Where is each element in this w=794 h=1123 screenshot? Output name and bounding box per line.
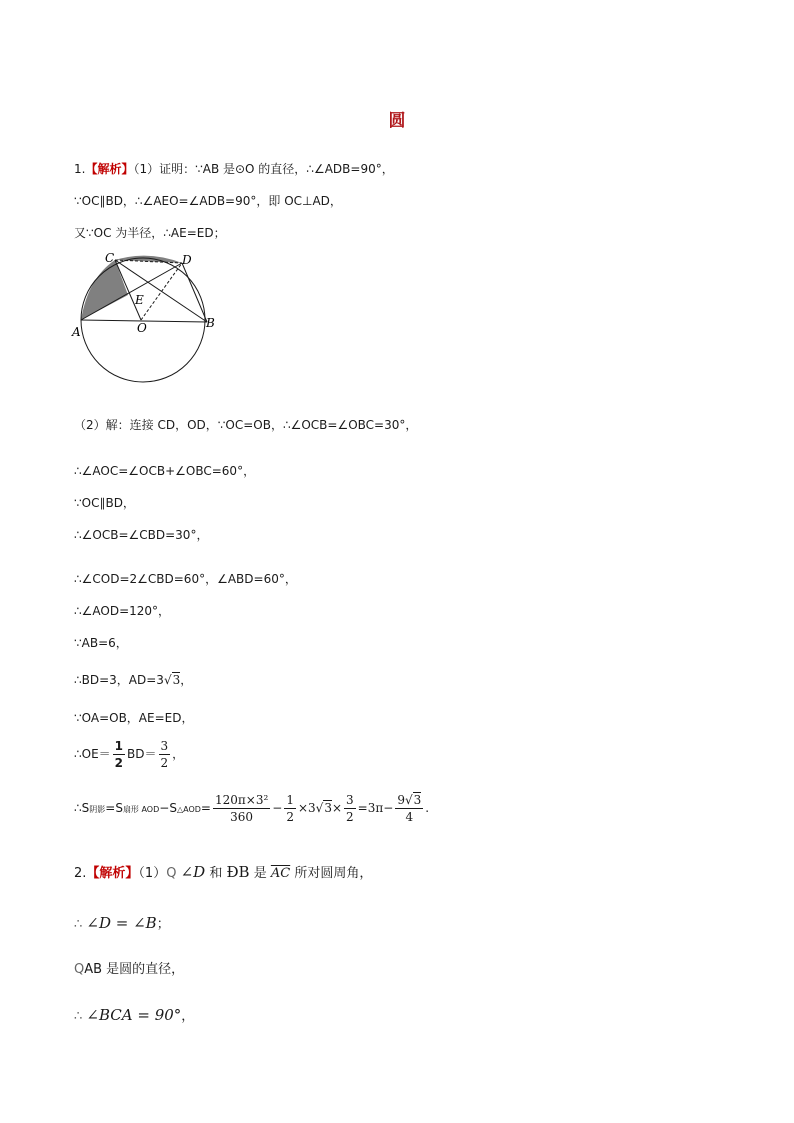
sqrt-3: 3 xyxy=(172,673,181,687)
angle-bca: ∠BCA = 90° xyxy=(86,1006,182,1024)
circle-figure xyxy=(70,250,220,390)
p1-line-8: ∴∠COD=2∠CBD=60°，∠ABD=60°， xyxy=(74,572,297,586)
p1-text-14g: × xyxy=(331,801,343,815)
p1-line-9: ∴∠AOD=120°， xyxy=(74,604,171,618)
p2-line-3 xyxy=(74,962,184,978)
p2-line-1 xyxy=(74,864,372,882)
sqrt-3b: 3 xyxy=(324,801,332,815)
p1-text-14a: ∴S xyxy=(74,801,90,815)
q-symbol-2: Q xyxy=(74,962,85,977)
label-c: C xyxy=(105,251,115,265)
p2-text-4c: ， xyxy=(181,1009,195,1024)
p2-number: 2. xyxy=(74,866,87,881)
p1-line-5: ∴∠AOC=∠OCB+∠OBC=60°， xyxy=(74,464,256,478)
therefore-symbol-2: ∴ xyxy=(74,1009,87,1024)
fraction-3-2b: $\frac{3}{2}$ xyxy=(346,793,354,824)
label-a: A xyxy=(72,325,81,339)
fraction-3-2: $\frac{3}{2}$ xyxy=(160,739,169,770)
p1-line-3: 又∵OC 为半径，∴AE=ED； xyxy=(74,226,226,240)
p1-line-12: ∵OA=OB，AE=ED， xyxy=(74,711,194,725)
p1-line-13 xyxy=(74,734,184,774)
arc-ac: $\overline{AC}$ xyxy=(270,866,291,881)
p1-line-1 xyxy=(74,161,394,177)
fraction-1-2: $\frac{1}{2}$ xyxy=(114,739,124,770)
p1-line-10: ∵AB=6， xyxy=(74,636,128,650)
p1-text-13b: BD＝ xyxy=(127,747,157,761)
p1-number: 1. xyxy=(74,162,86,176)
label-o: O xyxy=(137,321,147,335)
p1-text-14d: = xyxy=(200,801,211,815)
p1-tag: 【解析】 xyxy=(85,162,134,176)
p1-line-6: ∵OC∥BD， xyxy=(74,496,135,510)
p1-text-11a: ∴BD=3，AD=3 xyxy=(74,673,164,687)
p2-text-2c: ； xyxy=(156,917,170,932)
sub-sector: 扇形 AOD xyxy=(122,805,160,814)
sub-triangle: △AOD xyxy=(176,805,201,814)
shaded-segment xyxy=(115,256,182,263)
fraction-sector: $\frac{\text{120π×3²}}{360}$ xyxy=(214,793,269,824)
p2-tag: 【解析】 xyxy=(86,866,139,881)
fraction-1-2b: $\frac{1}{2}$ xyxy=(286,793,294,824)
label-b: B xyxy=(206,316,215,330)
p2-text-1g: 所对圆周角， xyxy=(290,866,373,881)
p1-line-11: ∴BD=3，AD=3√3， xyxy=(74,673,193,687)
p1-line-4: （2）解：连接 CD，OD，∵OC=OB，∴∠OCB=∠OBC=30°， xyxy=(74,418,418,432)
label-d: D xyxy=(182,253,192,267)
p1-line-7: ∴∠OCB=∠CBD=30°， xyxy=(74,528,209,542)
q-symbol: Q xyxy=(166,866,177,881)
fraction-9sqrt3-4: $\frac{9√3}{4}$ xyxy=(397,793,422,824)
p1-text-13a: ∴OE＝ xyxy=(74,747,111,761)
p2-text-1c: 和 xyxy=(205,866,227,881)
p1-text-14e: − xyxy=(272,801,283,815)
p1-line-2: ∵OC∥BD，∴∠AEO=∠ADB=90°，即 OC⊥AD， xyxy=(74,194,342,208)
angle-d: ∠D xyxy=(180,863,206,881)
p2-text-3b: AB 是圆的直径， xyxy=(84,962,185,977)
p1-text-1: （1）证明：∵AB 是⊙O 的直径，∴∠ADB=90°， xyxy=(133,162,394,176)
label-e: E xyxy=(135,293,144,307)
p2-line-4 xyxy=(74,1007,194,1025)
p1-text-11b: ， xyxy=(180,673,193,687)
segment-od-dashed xyxy=(141,263,182,320)
shaded-region xyxy=(81,260,128,320)
p1-text-14h: =3π− xyxy=(357,801,394,815)
angle-b: ÐB xyxy=(226,863,250,881)
p2-text-1e: 是 xyxy=(249,866,271,881)
p1-text-13c: ， xyxy=(172,747,185,761)
angle-equation: ∠D = ∠B xyxy=(86,914,157,932)
p1-text-14i: . xyxy=(425,801,430,815)
page-title: 圆 xyxy=(388,111,406,131)
sub-shadow: 阴影 xyxy=(89,805,106,814)
p1-text-14c: −S xyxy=(159,801,177,815)
p1-text-14b: =S xyxy=(105,801,123,815)
p2-text-1a: （1） xyxy=(138,866,167,881)
p1-line-14: ∴S阴影=S扇形 AOD−S△AOD= $\frac{\text{120π×3²}}{360}$ − $\frac{1}{2}$ ×3√3× $\frac{3}{2}$ =3π− $\frac{9√3}{4}$ . xyxy=(74,793,430,824)
therefore-symbol: ∴ xyxy=(74,917,87,932)
p1-text-14f: ×3 xyxy=(297,801,316,815)
p2-line-2 xyxy=(74,915,170,933)
